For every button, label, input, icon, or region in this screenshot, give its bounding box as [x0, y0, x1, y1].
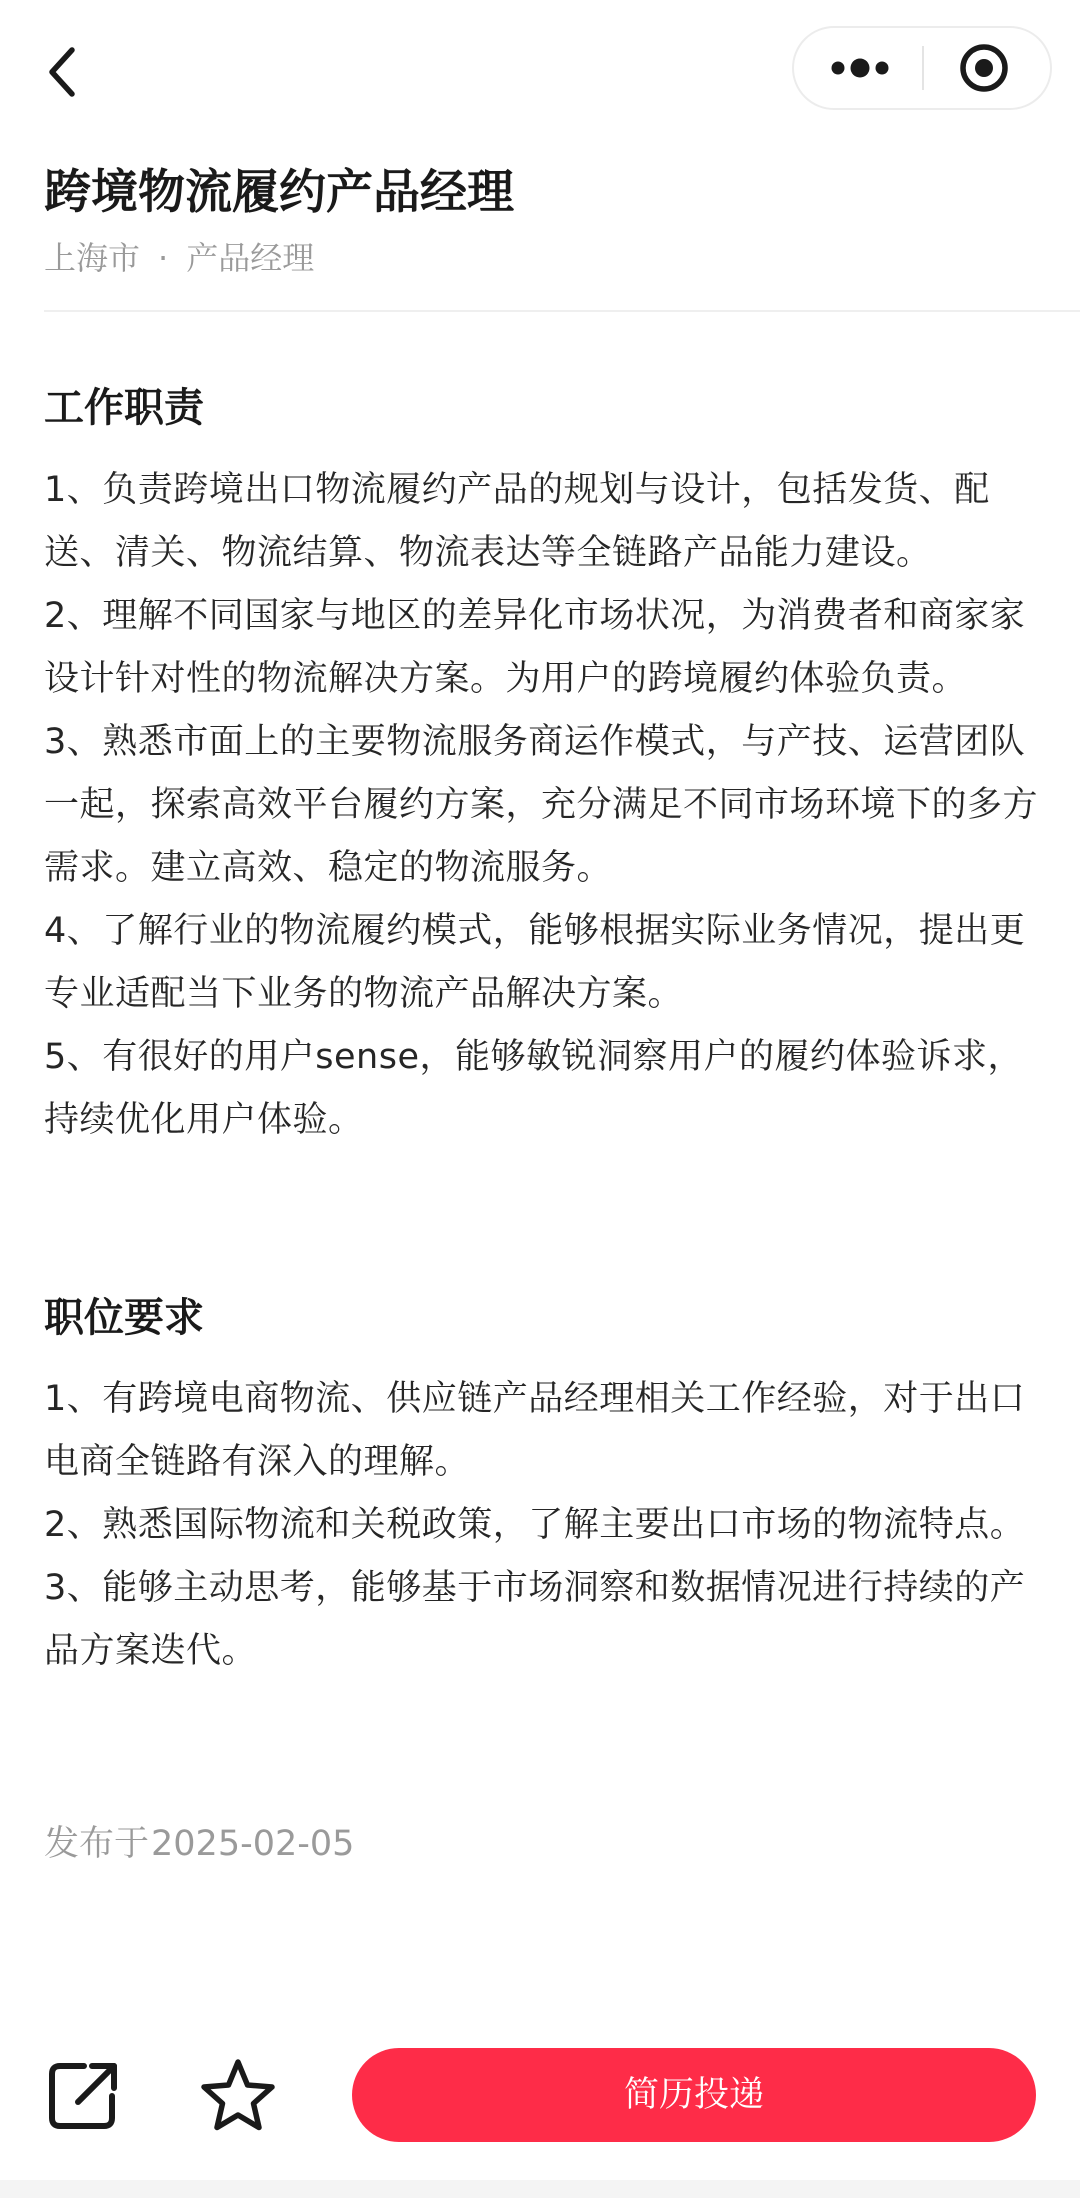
publish-prefix: 发布于 — [44, 1824, 150, 1864]
star-icon — [196, 2054, 280, 2138]
duty-item: 5、有很好的用户sense，能够敏锐洞察用户的履约体验诉求，持续优化用户体验。 — [44, 1037, 1023, 1140]
duty-item: 4、了解行业的物流履约模式，能够根据实际业务情况，提出更专业适配当下业务的物流产品解决方案。 — [44, 911, 1026, 1014]
target-close-icon — [924, 28, 1052, 108]
more-dots-icon — [794, 28, 922, 108]
publish-info — [44, 1816, 354, 1872]
apply-resume-button[interactable]: 简历投递 — [352, 2048, 1036, 2142]
mini-program-capsule — [792, 26, 1052, 110]
close-button[interactable] — [924, 28, 1052, 108]
duty-item: 1、负责跨境出口物流履约产品的规划与设计，包括发货、配送、清关、物流结算、物流表达等全链路产品能力建设。 — [44, 470, 990, 573]
share-button[interactable] — [44, 2056, 124, 2136]
more-button[interactable] — [794, 28, 922, 108]
job-title: 跨境物流履约产品经理 — [44, 165, 514, 220]
job-category: 产品经理 — [186, 239, 315, 277]
requirements-list — [44, 1368, 1044, 1683]
meta-separator: · — [158, 239, 169, 277]
duties-list — [44, 459, 1044, 1152]
share-icon — [44, 2056, 124, 2136]
back-button[interactable] — [38, 36, 94, 108]
bottom-action-bar — [0, 2030, 1080, 2198]
requirement-item: 3、能够主动思考，能够基于市场洞察和数据情况进行持续的产品方案迭代。 — [44, 1568, 1026, 1671]
duty-item: 3、熟悉市面上的主要物流服务商运作模式，与产技、运营团队一起，探索高效平台履约方案，充分满足不同市场环境下的多方需求。建立高效、稳定的物流服务。 — [44, 722, 1039, 888]
requirement-item: 1、有跨境电商物流、供应链产品经理相关工作经验，对于出口电商全链路有深入的理解。 — [44, 1379, 1026, 1482]
job-location: 上海市 — [44, 239, 141, 277]
duty-item: 2、理解不同国家与地区的差异化市场状况，为消费者和商家家设计针对性的物流解决方案。为用户的跨境履约体验负责。 — [44, 596, 1026, 699]
chevron-left-icon — [38, 36, 94, 108]
requirements-title: 职位要求 — [44, 1295, 204, 1341]
home-indicator-strip — [0, 2180, 1080, 2198]
favorite-button[interactable] — [196, 2054, 280, 2138]
top-bar — [0, 0, 1080, 140]
header-divider — [44, 310, 1080, 312]
requirement-item: 2、熟悉国际物流和关税政策，了解主要出口市场的物流特点。 — [44, 1505, 1026, 1545]
job-meta — [44, 234, 314, 282]
publish-date: 2025-02-05 — [151, 1824, 355, 1864]
duties-title: 工作职责 — [44, 385, 204, 431]
